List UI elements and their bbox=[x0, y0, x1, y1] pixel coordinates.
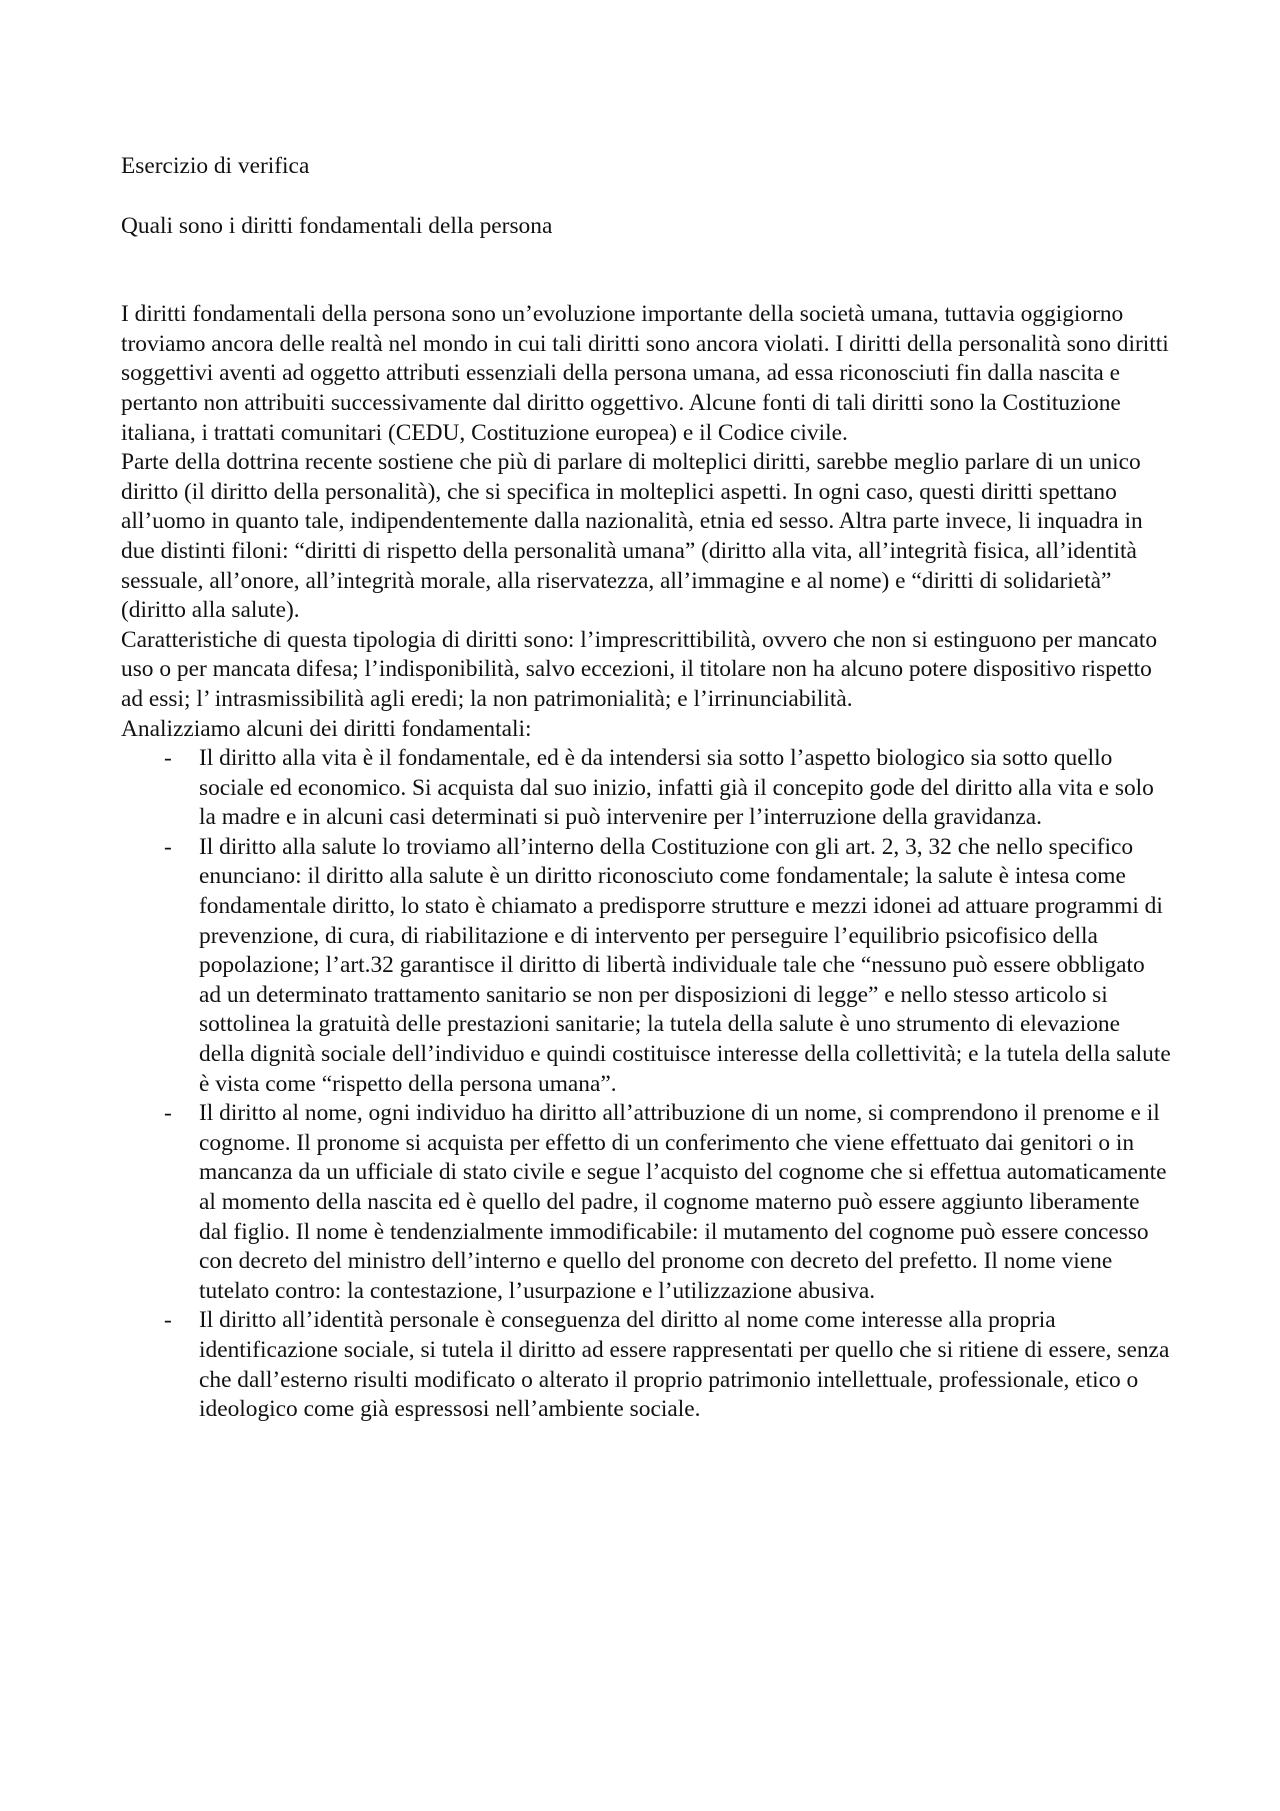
list-item-text: Il diritto al nome, ogni individuo ha diritto all’attribuzione di un nome, si comprendono il prenome e il cognome. Il pronome si acquista per effetto di un conferimento che viene effettuato dai genitori o in mancanza da un ufficiale di stato civile e segue l’acquisto del cognome che si effettua automaticamente al momento della nascita ed è quello del padre, il cognome materno può essere aggiunto liberamente dal figlio. Il nome è tendenzialmente immodificabile: il mutamento del cognome può essere concesso con decreto del ministro dell’interno e quello del pronome con decreto del prefetto. Il nome viene tutelato contro: la contestazione, l’usurpazione e l’utilizzazione abusiva. bbox=[199, 1100, 1167, 1304]
document-body bbox=[121, 152, 1171, 1425]
list-item-right-to-name bbox=[121, 1099, 1171, 1306]
list-item-text: Il diritto alla vita è il fondamentale, ed è da intendersi sia sotto l’aspetto biologico sia sotto quello sociale ed economico. Si acquista dal suo inizio, infatti già il concepito gode del diritto alla vita e solo la madre e in alcuni casi determinati si può intervenire per l’interruzione della gravidanza. bbox=[199, 745, 1154, 831]
paragraph-intro: I diritti fondamentali della persona sono un’evoluzione importante della società umana, tuttavia oggigiorno troviamo ancora delle realtà nel mondo in cui tali diritti sono ancora violati. I diritti della personalità sono diritti soggettivi aventi ad oggetto attributi essenziali della persona umana, ad essa riconosciuti fin dalla nascita e pertanto non attribuiti successivamente dal diritto oggettivo. Alcune fonti di tali diritti sono la Costituzione italiana, i trattati comunitari (CEDU, Costituzione europea) e il Codice civile. bbox=[121, 301, 1169, 446]
list-bullet: - bbox=[164, 1307, 172, 1334]
paragraph-doctrine: Parte della dottrina recente sostiene che più di parlare di molteplici diritti, sarebbe meglio parlare di un unico diritto (il diritto della personalità), che si specifica in molteplici aspetti. In ogni caso, questi diritti spettano all’uomo in quanto tale, indipendentemente dalla nazionalità, etnia ed sesso. Altra parte invece, li inquadra in due distinti filoni: “diritti di rispetto della personalità umana” (diritto alla vita, all’integrità fisica, all’identità sessuale, all’onore, all’integrità morale, alla riservatezza, all’immagine e al nome) e “diritti di solidarietà” (diritto alla salute). bbox=[121, 449, 1143, 624]
list-bullet: - bbox=[164, 833, 172, 860]
list-item-text: Il diritto alla salute lo troviamo all’interno della Costituzione con gli art. 2, 3, 32 che nello specifico enunciano: il diritto alla salute è un diritto riconosciuto come fondamentale; la salute è intesa come fondamentale diritto, lo stato è chiamato a predisporre strutture e mezzi idonei ad attuare programmi di prevenzione, di cura, di riabilitazione e di intervento per perseguire l’equilibrio psicofisico della popolazione; l’art.32 garantisce il diritto di libertà individuale tale che “nessuno può essere obbligato ad un determinato trattamento sanitario se non per disposizioni di legge” e nello stesso articolo si sottolinea la gratuità delle prestazioni sanitarie; la tutela della salute è uno strumento di elevazione della dignità sociale dell’individuo e quindi costituisce interesse della collettività; e la tutela della salute è vista come “rispetto della persona umana”. bbox=[199, 833, 1171, 1097]
paragraph-list-intro: Analizziamo alcuni dei diritti fondamentali: bbox=[121, 715, 532, 742]
list-item-right-to-health bbox=[121, 833, 1171, 1099]
list-item-right-to-life bbox=[121, 744, 1171, 833]
rights-list bbox=[121, 744, 1171, 1425]
paragraph-characteristics: Caratteristiche di questa tipologia di diritti sono: l’imprescrittibilità, ovvero che non si estinguono per mancato uso o per mancata difesa; l’indisponibilità, salvo eccezioni, il titolare non ha alcuno potere dispositivo rispetto ad essi; l’ intrasmissibilità agli eredi; la non patrimonialità; e l’irrinunciabilità. bbox=[121, 626, 1158, 712]
document-title: Esercizio di verifica bbox=[121, 153, 310, 179]
list-bullet: - bbox=[164, 1100, 172, 1127]
document-subtitle: Quali sono i diritti fondamentali della persona bbox=[121, 212, 553, 239]
list-item-text: Il diritto all’identità personale è conseguenza del diritto al nome come interesse alla propria identificazione sociale, si tutela il diritto ad essere rappresentati per quello che si ritiene di essere, senza che dall’esterno risulti modificato o alterato il proprio patrimonio intellettuale, professionale, etico o ideologico come già espressosi nell’ambiente sociale. bbox=[199, 1307, 1170, 1423]
list-bullet: - bbox=[164, 745, 172, 772]
list-item-right-to-identity bbox=[121, 1306, 1171, 1424]
